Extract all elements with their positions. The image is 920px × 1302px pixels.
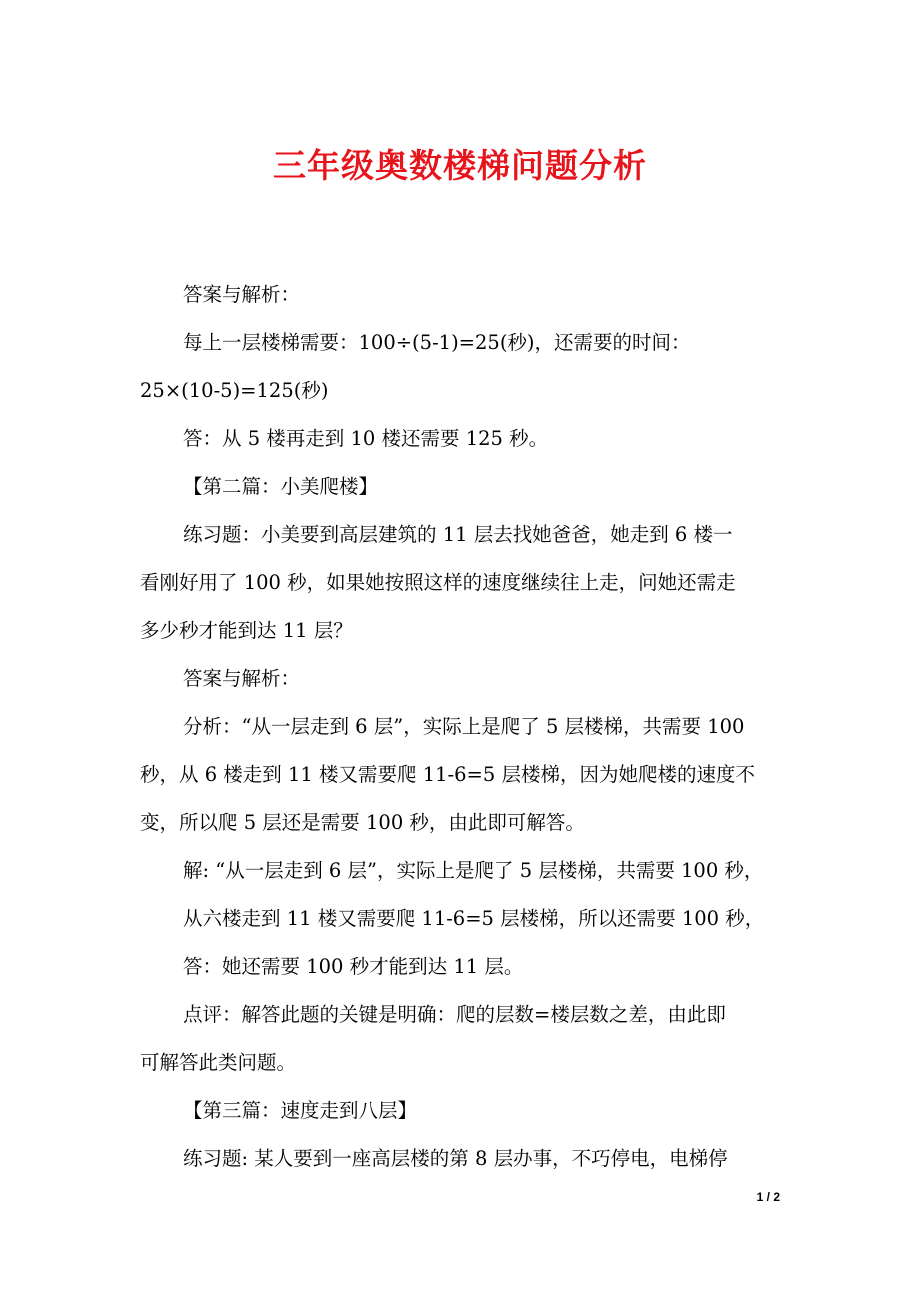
paragraph-line: 答案与解析： xyxy=(183,667,301,690)
paragraph-line: 从六楼走到 11 楼又需要爬 11-6=5 层楼梯，所以还需要 100 秒， xyxy=(183,907,765,930)
paragraph-line: 练习题: 某人要到一座高层楼的第 8 层办事，不巧停电，电梯停 xyxy=(183,1147,728,1170)
paragraph-line: 答：她还需要 100 秒才能到达 11 层。 xyxy=(183,955,524,978)
paragraph-line: 秒，从 6 楼走到 11 楼又需要爬 11-6=5 层楼梯，因为她爬楼的速度不 xyxy=(140,763,755,786)
section-heading: 【第二篇：小美爬楼】 xyxy=(183,475,379,498)
paragraph-line: 看刚好用了 100 秒，如果她按照这样的速度继续往上走，问她还需走 xyxy=(140,571,736,594)
document-title: 三年级奥数楼梯问题分析 xyxy=(273,146,647,185)
paragraph-line: 25×(10-5)=125(秒) xyxy=(140,379,329,402)
paragraph-line: 点评：解答此题的关键是明确：爬的层数=楼层数之差，由此即 xyxy=(183,1003,726,1026)
section-heading: 【第三篇：速度走到八层】 xyxy=(183,1099,418,1122)
paragraph-line: 变，所以爬 5 层还是需要 100 秒，由此即可解答。 xyxy=(140,811,585,834)
paragraph-line: 解: “从一层走到 6 层”，实际上是爬了 5 层楼梯，共需要 100 秒， xyxy=(183,859,764,882)
paragraph-line: 答案与解析： xyxy=(183,283,301,306)
paragraph-line: 分析：“从一层走到 6 层”，实际上是爬了 5 层楼梯，共需要 100 xyxy=(183,715,745,738)
paragraph-line: 多少秒才能到达 11 层？ xyxy=(140,619,353,642)
paragraph-line: 答：从 5 楼再走到 10 楼还需要 125 秒。 xyxy=(183,427,549,450)
paragraph-line: 练习题：小美要到高层建筑的 11 层去找她爸爸，她走到 6 楼一 xyxy=(183,523,733,546)
page-number: 1 / 2 xyxy=(756,1190,780,1204)
paragraph-line: 可解答此类问题。 xyxy=(140,1051,297,1074)
paragraph-line: 每上一层楼梯需要：100÷(5-1)=25(秒)，还需要的时间： xyxy=(183,331,691,354)
